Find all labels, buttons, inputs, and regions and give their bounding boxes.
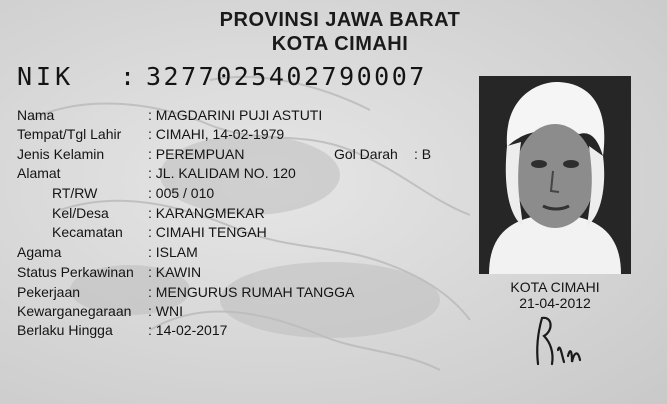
agama-label: Agama: [17, 244, 62, 260]
berlaku-hingga-label: Berlaku Hingga: [17, 322, 113, 338]
issue-date: 21-04-2012: [519, 295, 591, 311]
status-perkawinan-label: Status Perkawinan: [17, 264, 134, 280]
pekerjaan-value: : MENGURUS RUMAH TANGGA: [148, 284, 355, 300]
kecamatan-label: Kecamatan: [52, 224, 123, 240]
city-heading: KOTA CIMAHI: [271, 33, 409, 55]
nama-label: Nama: [17, 107, 55, 123]
gol-darah-value: : B: [414, 146, 432, 162]
jenis-kelamin-value: : PEREMPUAN: [148, 146, 245, 162]
kewarganegaraan-value: : WNI: [148, 303, 183, 319]
alamat-value: : JL. KALIDAM NO. 120: [148, 165, 296, 181]
gol-darah-label: Gol Darah: [334, 146, 398, 162]
ttl-label: Tempat/Tgl Lahir: [17, 126, 122, 142]
province-heading: PROVINSI JAWA BARAT: [219, 9, 461, 31]
pekerjaan-label: Pekerjaan: [17, 284, 81, 300]
portrait-image: [479, 76, 631, 274]
signature: [528, 312, 588, 372]
holder-photo: [479, 76, 631, 274]
rtrw-label: RT/RW: [52, 185, 98, 201]
nik-label: NIK: [17, 62, 75, 91]
nik-colon: :: [120, 62, 136, 91]
alamat-label: Alamat: [17, 165, 61, 181]
ttl-value: : CIMAHI, 14-02-1979: [148, 126, 285, 142]
berlaku-hingga-value: : 14-02-2017: [148, 322, 228, 338]
kel-desa-value: : KARANGMEKAR: [148, 205, 265, 221]
nama-value: : MAGDARINI PUJI ASTUTI: [148, 107, 323, 123]
agama-value: : ISLAM: [148, 244, 198, 260]
rtrw-value: : 005 / 010: [148, 185, 215, 201]
kecamatan-value: : CIMAHI TENGAH: [148, 224, 267, 240]
kewarganegaraan-label: Kewarganegaraan: [17, 303, 132, 319]
jenis-kelamin-label: Jenis Kelamin: [17, 146, 105, 162]
issue-place: KOTA CIMAHI: [510, 279, 600, 295]
nik-value: 3277025402790007: [146, 62, 427, 91]
status-perkawinan-value: : KAWIN: [148, 264, 202, 280]
kel-desa-label: Kel/Desa: [52, 205, 109, 221]
